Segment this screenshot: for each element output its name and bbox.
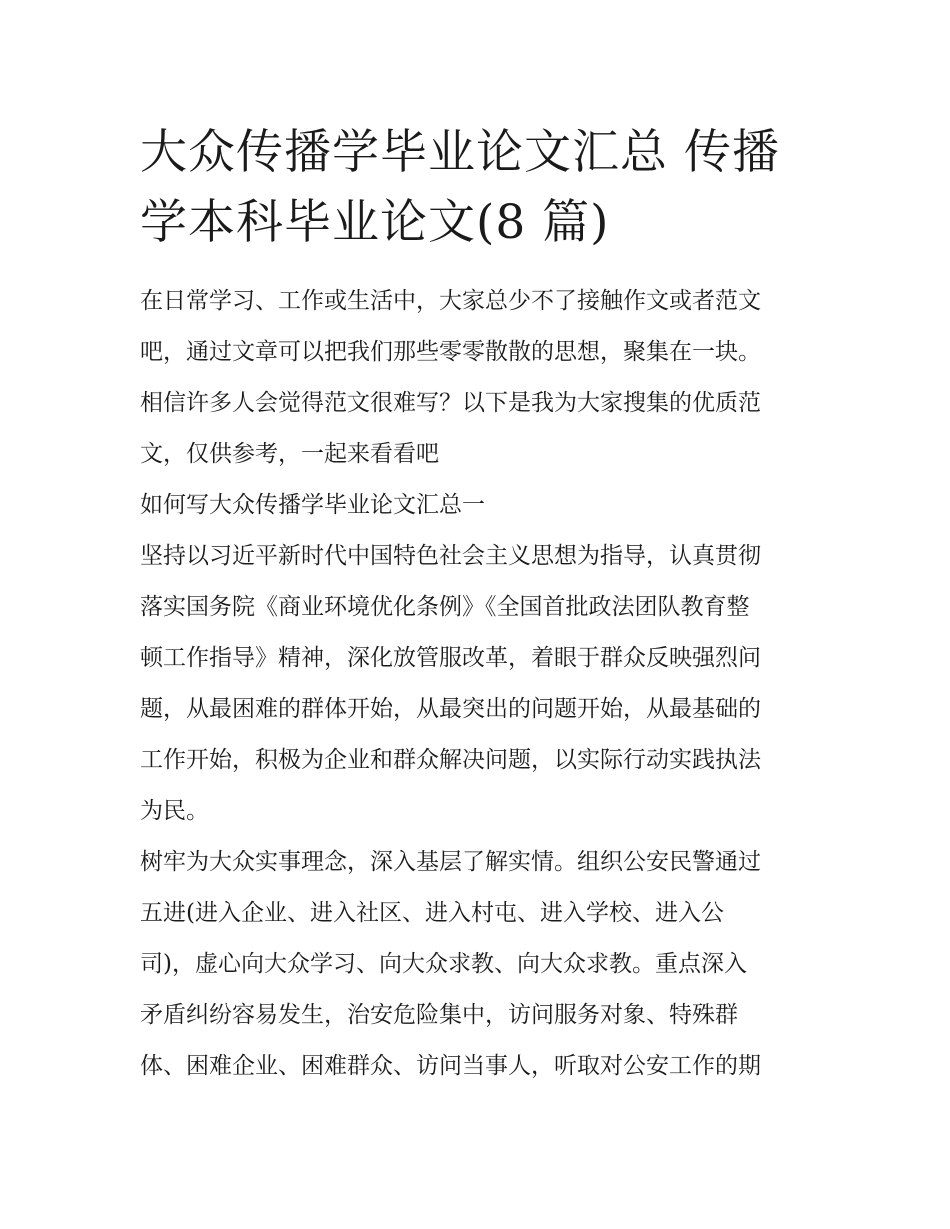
title-line: 大众传播学毕业论文汇总 传播 — [140, 125, 780, 180]
intro-paragraph — [140, 276, 812, 480]
text-line: 题，从最困难的群体开始，从最突出的问题开始，从最基础的 — [140, 696, 761, 722]
document-page — [140, 118, 812, 1092]
text-line: 坚持以习近平新时代中国特色社会主义思想为指导，认真贯彻 — [140, 543, 761, 569]
text-line: 矛盾纠纷容易发生，治安危险集中，访问服务对象、特殊群 — [140, 1002, 738, 1028]
text-line: 司)，虚心向大众学习、向大众求教、向大众求教。重点深入 — [140, 951, 747, 977]
text-line: 如何写大众传播学毕业论文汇总一 — [140, 492, 485, 518]
document-title — [140, 118, 812, 258]
text-line: 为民。 — [140, 798, 209, 824]
text-line: 体、困难企业、困难群众、访问当事人，听取对公安工作的期 — [140, 1053, 761, 1079]
body-paragraph — [140, 531, 812, 837]
body-paragraph — [140, 837, 812, 1092]
title-line: 学本科毕业论文(8 篇) — [140, 195, 610, 250]
text-line: 文，仅供参考，一起来看看吧 — [140, 441, 439, 467]
text-line: 落实国务院《商业环境优化条例》《全国首批政法团队教育整 — [140, 594, 750, 620]
text-line: 五进(进入企业、进入社区、进入村屯、进入学校、进入公 — [140, 900, 724, 926]
section-heading — [140, 480, 812, 531]
text-line: 在日常学习、工作或生活中，大家总少不了接触作文或者范文 — [140, 288, 761, 314]
text-line: 工作开始，积极为企业和群众解决问题，以实际行动实践执法 — [140, 747, 761, 773]
text-line: 顿工作指导》精神，深化放管服改革，着眼于群众反映强烈问 — [140, 645, 761, 671]
text-line: 相信许多人会觉得范文很难写？以下是我为大家搜集的优质范 — [140, 390, 761, 416]
text-line: 吧，通过文章可以把我们那些零零散散的思想，聚集在一块。 — [140, 339, 761, 365]
text-line: 树牢为大众实事理念，深入基层了解实情。组织公安民警通过 — [140, 849, 761, 875]
